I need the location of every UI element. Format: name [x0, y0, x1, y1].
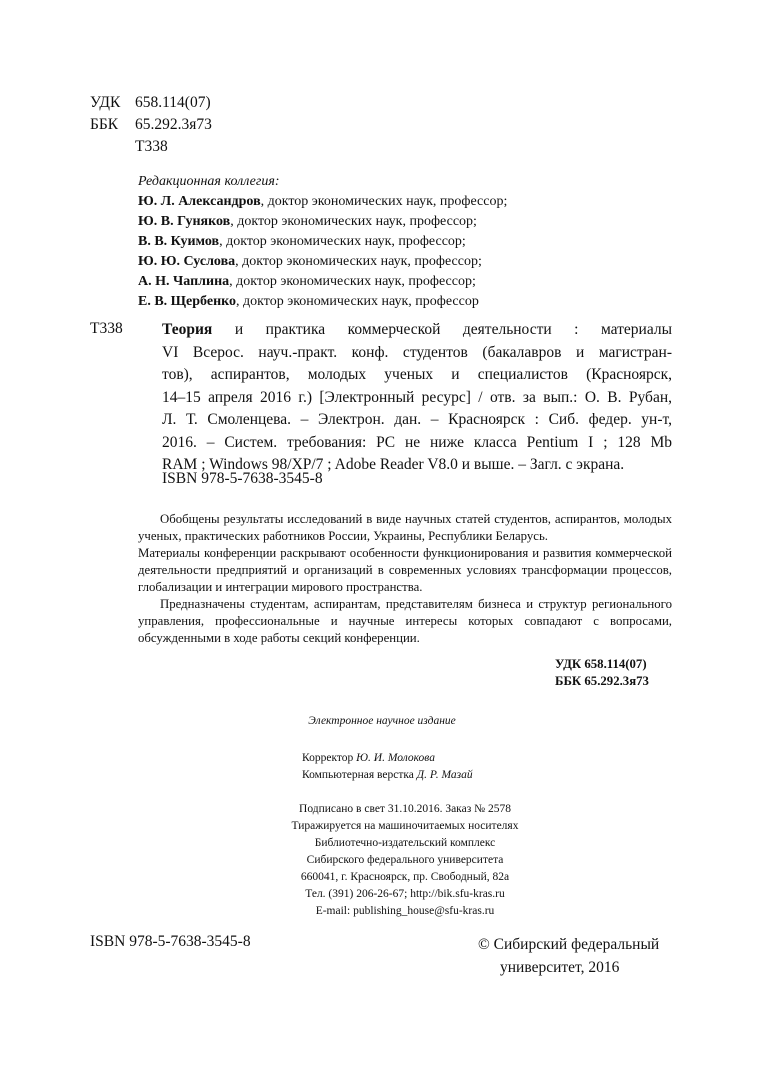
bibliographic-entry	[162, 319, 672, 477]
corrector-label: Корректор	[302, 752, 357, 764]
bbk-value: 65.292.3я73	[135, 116, 212, 133]
entry-title-word: Теория	[162, 321, 213, 338]
imprint-line: Библиотечно-издательский комплекс	[314, 837, 496, 849]
layout-name: Д. Р. Мазай	[416, 769, 473, 781]
imprint	[210, 801, 600, 920]
entry-line: Л. Т. Смоленцева. – Электрон. дан. – Красноярск : Сиб. федер. ун-т,	[162, 411, 672, 428]
staff-credits	[302, 750, 473, 784]
entry-line: 14–15 апреля 2016 г.) [Электронный ресурс] / отв. за вып.: О. В. Рубан,	[162, 388, 672, 406]
bbk-label: ББК	[90, 116, 119, 133]
annotation-paragraph: Обобщены результаты исследований в виде научных статей студентов, аспирантов, молодых ученых, практических работников России, Украины, Республики Беларусь.	[138, 512, 672, 543]
entry-line: тов), аспирантов, молодых ученых и специалистов (Красноярск,	[162, 366, 672, 383]
board-member	[138, 272, 507, 292]
entry-line: 2016. – Систем. требования: PC не ниже класса Pentium I ; 128 Mb	[162, 433, 672, 451]
member-name: Е. В. Щербенко	[138, 294, 237, 309]
member-name: Ю. В. Гуняков	[138, 214, 231, 229]
copyright-line: © Сибирский федеральный	[478, 936, 660, 953]
author-mark-row	[90, 136, 212, 158]
imprint-line: Тел. (391) 206-26-67; http://bik.sfu-kras.ru	[305, 888, 505, 900]
corrector-line	[302, 750, 473, 767]
copyright	[478, 933, 659, 979]
footer-isbn: ISBN 978-5-7638-3545-8	[90, 933, 251, 950]
member-title: , доктор экономических наук, профессор	[236, 294, 479, 309]
imprint-line: Тиражируется на машиночитаемых носителях	[291, 820, 519, 832]
layout-label: Компьютерная верстка	[302, 769, 417, 781]
bbk-row	[90, 114, 212, 136]
entry-author-mark: Т338	[90, 320, 123, 337]
edition-type: Электронное научное издание	[308, 715, 456, 727]
layout-line	[302, 767, 473, 784]
annotation	[138, 511, 672, 647]
entry-line: RAM ; Windows 98/XP/7 ; Adobe Reader V8.0 и выше. – Загл. с экрана.	[162, 456, 625, 473]
corrector-name: Ю. И. Молокова	[356, 752, 435, 764]
member-name: В. В. Куимов	[138, 234, 220, 249]
annotation-paragraph: Предназначены студентам, аспирантам, представителям бизнеса и структур регионального управления, профессиональные и научные интересы которых совпадают с вопросами, обсужденными в ходе работы секций конференции.	[138, 597, 672, 645]
board-member	[138, 252, 507, 272]
author-mark: Т338	[135, 138, 168, 155]
udc-row	[90, 92, 212, 114]
member-title: , доктор экономических наук, профессор;	[229, 274, 476, 289]
board-member	[138, 212, 507, 232]
udc-block	[555, 656, 649, 690]
imprint-line: Подписано в свет 31.10.2016. Заказ № 2578	[299, 803, 511, 815]
entry-line: VI Всерос. науч.-практ. конф. студентов (бакалавров и магистран-	[162, 343, 672, 361]
member-title: , доктор экономических наук, профессор;	[235, 254, 482, 269]
member-name: Ю. Л. Александров	[138, 194, 261, 209]
editorial-board	[138, 172, 507, 312]
annotation-paragraph: Материалы конференции раскрывают особенности функционирования и развития коммерческой деятельности предприятий и организаций в современных условиях трансформации процессов, глобализации и интеграции мирового пространства.	[138, 546, 672, 594]
board-member	[138, 232, 507, 252]
udc-block-udc: УДК 658.114(07)	[555, 657, 647, 671]
board-member	[138, 292, 507, 312]
member-title: , доктор экономических наук, профессор;	[230, 214, 477, 229]
member-name: Ю. Ю. Суслова	[138, 254, 236, 269]
member-title: , доктор экономических наук, профессор;	[260, 194, 508, 209]
imprint-line: E-mail: publishing_house@sfu-kras.ru	[315, 905, 495, 917]
editorial-board-heading: Редакционная коллегия:	[138, 174, 280, 189]
board-member	[138, 192, 507, 212]
member-name: А. Н. Чаплина	[138, 274, 230, 289]
udc-label: УДК	[90, 94, 121, 111]
isbn: ISBN 978-5-7638-3545-8	[162, 470, 323, 487]
imprint-line: Сибирского федерального университета	[306, 854, 504, 866]
classification-codes	[90, 92, 212, 158]
entry-line	[162, 319, 672, 342]
udc-block-bbk: ББК 65.292.3я73	[555, 674, 649, 688]
entry-line-rest: и практика коммерческой деятельности : материалы	[212, 321, 672, 338]
udc-value: 658.114(07)	[135, 94, 211, 111]
member-title: , доктор экономических наук, профессор;	[219, 234, 466, 249]
copyright-line: университет, 2016	[500, 959, 620, 976]
imprint-line: 660041, г. Красноярск, пр. Свободный, 82а	[300, 871, 510, 883]
